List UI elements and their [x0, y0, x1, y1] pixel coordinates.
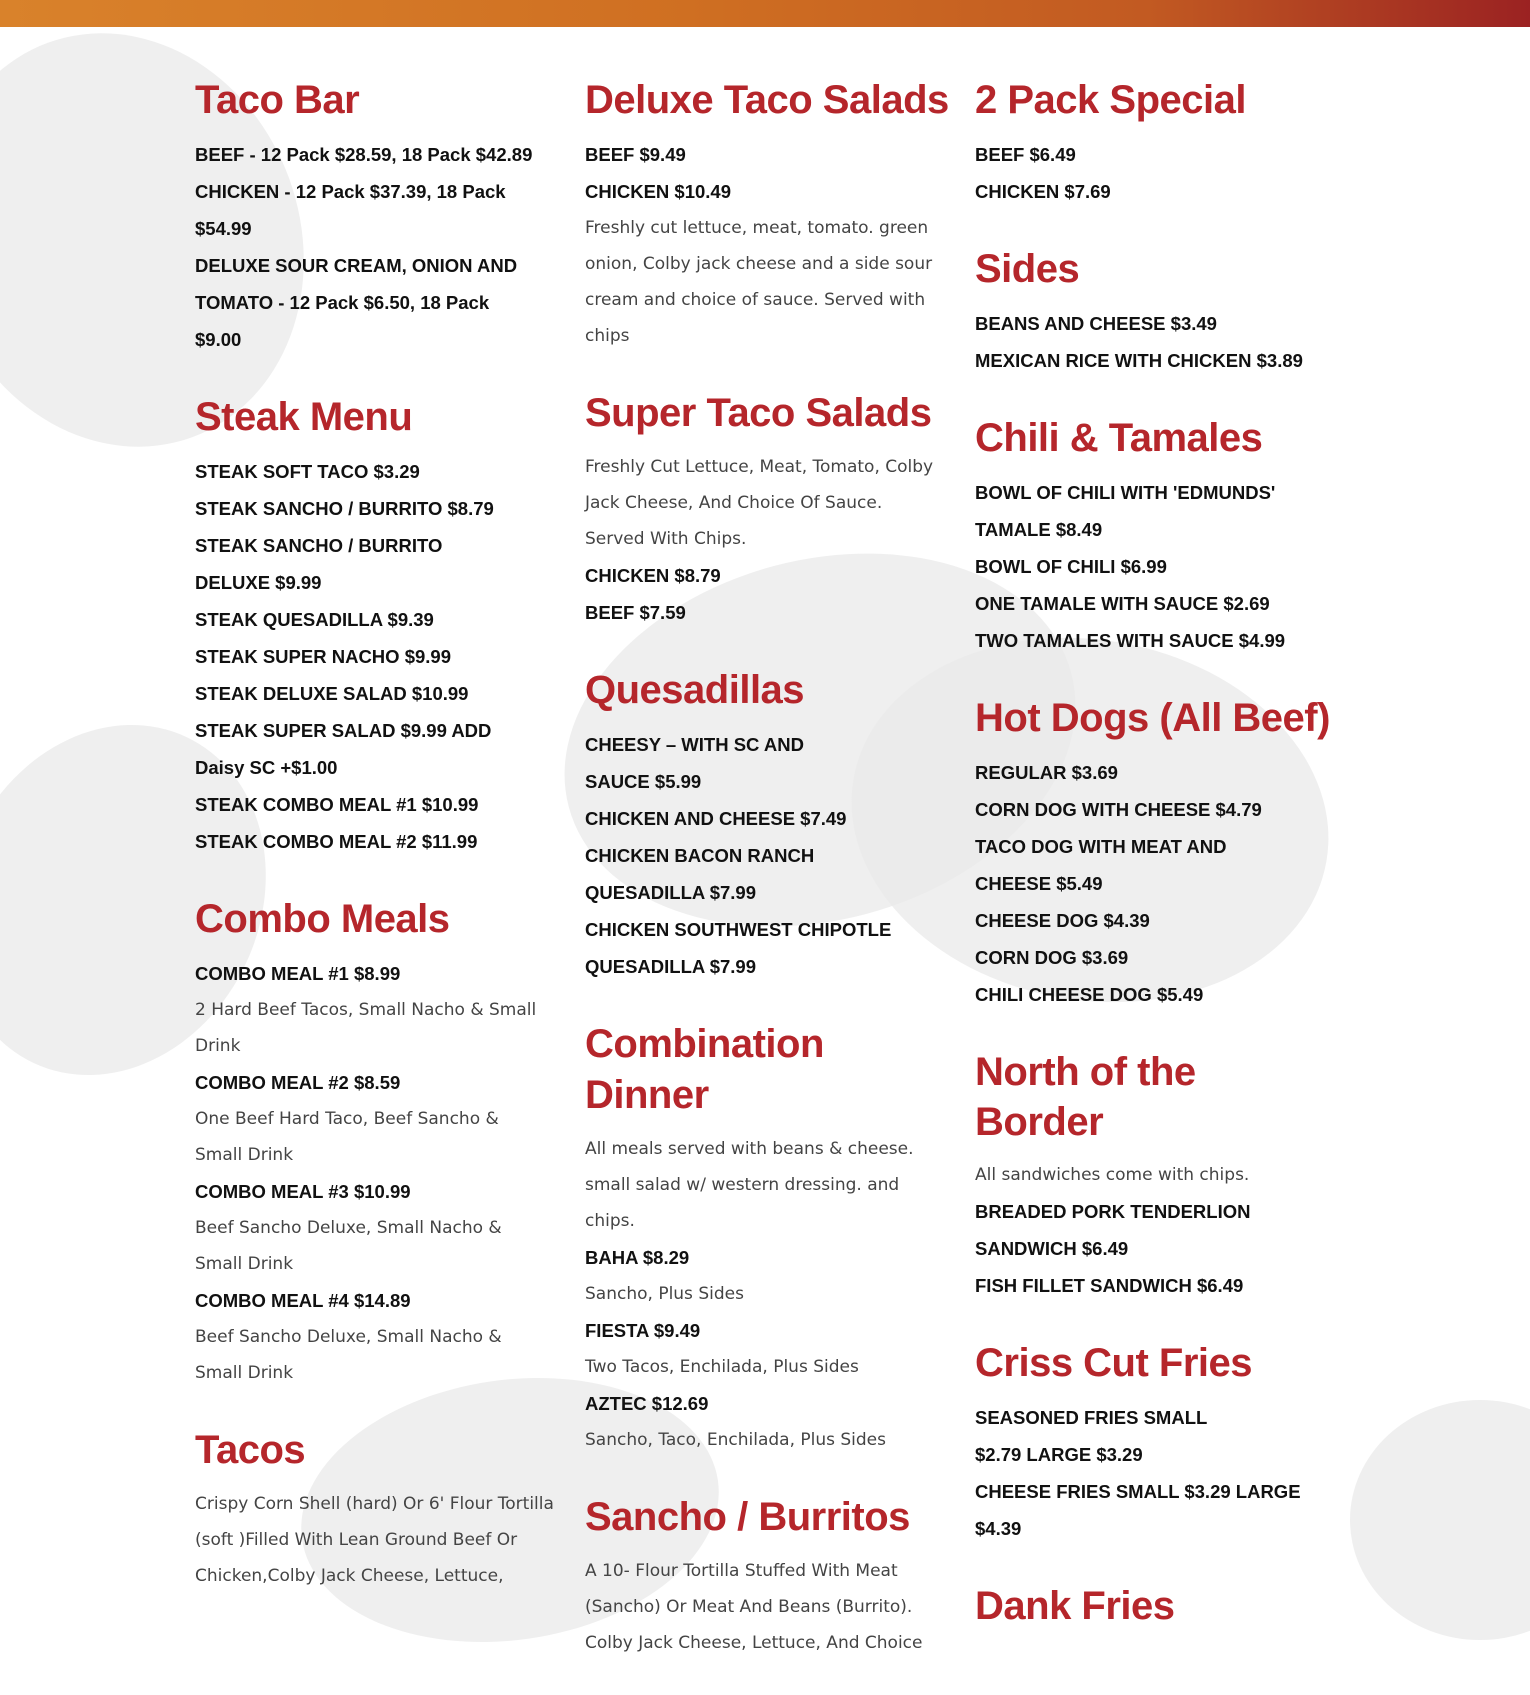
menu-item: BEEF $6.49: [975, 144, 1076, 165]
section-heading: Taco Bar: [195, 78, 360, 122]
top-gradient-bar: [0, 0, 1530, 27]
menu-item: COMBO MEAL #3 $10.99: [195, 1181, 411, 1202]
menu-item: BOWL OF CHILI WITH 'EDMUNDS': [975, 482, 1276, 503]
menu-item: CHEESY – WITH SC AND: [585, 734, 804, 755]
section-heading: Combination Dinner: [585, 1022, 824, 1117]
menu-item: COMBO MEAL #1 $8.99: [195, 963, 401, 984]
section-heading-line: North of the: [975, 1050, 1196, 1094]
menu-item: SAUCE $5.99: [585, 771, 702, 792]
item-description: chips: [585, 326, 630, 346]
item-description: Drink: [195, 1036, 241, 1056]
section-heading: Hot Dogs (All Beef): [975, 696, 1330, 740]
menu-item: SEASONED FRIES SMALL: [975, 1407, 1208, 1428]
item-description: Sancho, Taco, Enchilada, Plus Sides: [585, 1430, 887, 1450]
section-taco-bar: [195, 75, 565, 358]
menu-item: STEAK COMBO MEAL #1 $10.99: [195, 794, 479, 815]
section-heading: 2 Pack Special: [975, 78, 1246, 122]
menu-item: BEEF $7.59: [585, 602, 686, 623]
menu-item: QUESADILLA $7.99: [585, 882, 756, 903]
menu-item: TOMATO - 12 Pack $6.50, 18 Pack: [195, 292, 490, 313]
section-heading: Tacos: [195, 1428, 306, 1472]
item-description: Beef Sancho Deluxe, Small Nacho &: [195, 1218, 502, 1238]
menu-item: STEAK DELUXE SALAD $10.99: [195, 683, 469, 704]
section-steak-menu: [195, 392, 565, 860]
section-heading: Quesadillas: [585, 668, 805, 712]
item-description: Chicken,Colby Jack Cheese, Lettuce,: [195, 1566, 504, 1586]
item-description: A 10- Flour Tortilla Stuffed With Meat: [585, 1561, 898, 1581]
menu-item: CHILI CHEESE DOG $5.49: [975, 984, 1204, 1005]
section-deluxe-taco-salads: [585, 75, 955, 354]
menu-item: COMBO MEAL #4 $14.89: [195, 1290, 411, 1311]
section-2-pack-special: [975, 75, 1345, 210]
menu-column-1: [195, 75, 565, 1628]
item-description: All meals served with beans & cheese.: [585, 1139, 914, 1159]
item-description: onion, Colby jack cheese and a side sour: [585, 254, 933, 274]
section-heading: Sides: [975, 247, 1080, 291]
section-heading: Super Taco Salads: [585, 391, 932, 435]
menu-item: CHICKEN $8.79: [585, 565, 721, 586]
menu-item: BREADED PORK TENDERLION: [975, 1201, 1251, 1222]
menu-item: MEXICAN RICE WITH CHICKEN $3.89: [975, 350, 1303, 371]
menu-item: STEAK COMBO MEAL #2 $11.99: [195, 831, 478, 852]
menu-item: STEAK SUPER SALAD $9.99 ADD: [195, 720, 492, 741]
item-description: Freshly Cut Lettuce, Meat, Tomato, Colby: [585, 457, 934, 477]
menu-item: QUESADILLA $7.99: [585, 956, 756, 977]
menu-item: STEAK SUPER NACHO $9.99: [195, 646, 451, 667]
menu-item: CORN DOG WITH CHEESE $4.79: [975, 799, 1262, 820]
menu-item: Daisy SC +$1.00: [195, 757, 338, 778]
item-description: Sancho, Plus Sides: [585, 1284, 744, 1304]
section-heading: Steak Menu: [195, 395, 413, 439]
menu-item: DELUXE $9.99: [195, 572, 322, 593]
menu-item: CHICKEN AND CHEESE $7.49: [585, 808, 847, 829]
menu-item: TACO DOG WITH MEAT AND: [975, 836, 1227, 857]
menu-item: $2.79 LARGE $3.29: [975, 1444, 1143, 1465]
section-quesadillas: [585, 665, 955, 985]
menu-item: STEAK SANCHO / BURRITO $8.79: [195, 498, 494, 519]
section-combination-dinner: [585, 1019, 955, 1458]
section-heading: Chili & Tamales: [975, 416, 1263, 460]
menu-item: CHICKEN - 12 Pack $37.39, 18 Pack: [195, 181, 506, 202]
menu-item: STEAK QUESADILLA $9.39: [195, 609, 434, 630]
item-description: Two Tacos, Enchilada, Plus Sides: [585, 1357, 859, 1377]
menu-item: CHICKEN $10.49: [585, 181, 732, 202]
item-description: One Beef Hard Taco, Beef Sancho &: [195, 1109, 499, 1129]
menu-item: CHICKEN $7.69: [975, 181, 1111, 202]
menu-item: DELUXE SOUR CREAM, ONION AND: [195, 255, 518, 276]
section-heading: [975, 1047, 1345, 1147]
section-heading-line: Border: [975, 1100, 1104, 1144]
menu-item: $54.99: [195, 218, 252, 239]
item-description: small salad w/ western dressing. and: [585, 1175, 900, 1195]
item-description: cream and choice of sauce. Served with: [585, 290, 926, 310]
menu-item: STEAK SOFT TACO $3.29: [195, 461, 420, 482]
menu-item: $4.39: [975, 1518, 1022, 1539]
menu-item: CHEESE $5.49: [975, 873, 1103, 894]
item-description: Small Drink: [195, 1254, 294, 1274]
menu-item: AZTEC $12.69: [585, 1393, 709, 1414]
item-description: (Sancho) Or Meat And Beans (Burrito).: [585, 1597, 913, 1617]
section-north-of-the-border: [975, 1047, 1345, 1304]
menu-item: BEANS AND CHEESE $3.49: [975, 313, 1217, 334]
item-description: All sandwiches come with chips.: [975, 1165, 1250, 1185]
menu-item: $9.00: [195, 329, 242, 350]
menu-item: FIESTA $9.49: [585, 1320, 701, 1341]
menu-item: CHEESE DOG $4.39: [975, 910, 1150, 931]
section-heading: Dank Fries: [975, 1584, 1175, 1628]
item-description: Freshly cut lettuce, meat, tomato. green: [585, 218, 929, 238]
menu-item: CHICKEN BACON RANCH: [585, 845, 815, 866]
section-heading: Sancho / Burritos: [585, 1495, 910, 1539]
section-combo-meals: [195, 894, 565, 1391]
section-sancho-burritos: [585, 1492, 955, 1661]
menu-item: TAMALE $8.49: [975, 519, 1103, 540]
menu-item: CHEESE FRIES SMALL $3.29 LARGE: [975, 1481, 1301, 1502]
menu-item: CORN DOG $3.69: [975, 947, 1129, 968]
menu-column-2: [585, 75, 955, 1695]
item-description: Small Drink: [195, 1145, 294, 1165]
item-description: chips.: [585, 1211, 635, 1231]
section-hot-dogs: [975, 693, 1345, 1013]
menu-item: BEEF - 12 Pack $28.59, 18 Pack $42.89: [195, 144, 533, 165]
menu-item: REGULAR $3.69: [975, 762, 1118, 783]
item-description: Crispy Corn Shell (hard) Or 6' Flour Tortilla: [195, 1494, 554, 1514]
item-description: 2 Hard Beef Tacos, Small Nacho & Small: [195, 1000, 537, 1020]
menu-item: BEEF $9.49: [585, 144, 686, 165]
menu-item: COMBO MEAL #2 $8.59: [195, 1072, 401, 1093]
menu-item: STEAK SANCHO / BURRITO: [195, 535, 443, 556]
section-tacos: [195, 1425, 565, 1594]
item-description: Jack Cheese, And Choice Of Sauce.: [585, 493, 883, 513]
menu-item: BOWL OF CHILI $6.99: [975, 556, 1167, 577]
section-chili-tamales: [975, 413, 1345, 659]
background-taco-image: [1350, 1400, 1530, 1640]
section-heading: Combo Meals: [195, 897, 450, 941]
item-description: Colby Jack Cheese, Lettuce, And Choice: [585, 1633, 923, 1653]
menu-item: ONE TAMALE WITH SAUCE $2.69: [975, 593, 1270, 614]
item-description: (soft )Filled With Lean Ground Beef Or: [195, 1530, 518, 1550]
menu-column-3: [975, 75, 1345, 1666]
item-description: Beef Sancho Deluxe, Small Nacho &: [195, 1327, 502, 1347]
section-dank-fries: [975, 1581, 1345, 1632]
menu-item: TWO TAMALES WITH SAUCE $4.99: [975, 630, 1286, 651]
menu-item: SANDWICH $6.49: [975, 1238, 1129, 1259]
menu-item: FISH FILLET SANDWICH $6.49: [975, 1275, 1244, 1296]
menu-item: CHICKEN SOUTHWEST CHIPOTLE: [585, 919, 892, 940]
section-heading: Criss Cut Fries: [975, 1341, 1253, 1385]
section-heading: Deluxe Taco Salads: [585, 78, 949, 122]
item-description: Served With Chips.: [585, 529, 747, 549]
section-criss-cut-fries: [975, 1338, 1345, 1547]
section-super-taco-salads: [585, 388, 955, 631]
menu-item: BAHA $8.29: [585, 1247, 690, 1268]
section-sides: [975, 244, 1345, 379]
item-description: Small Drink: [195, 1363, 294, 1383]
